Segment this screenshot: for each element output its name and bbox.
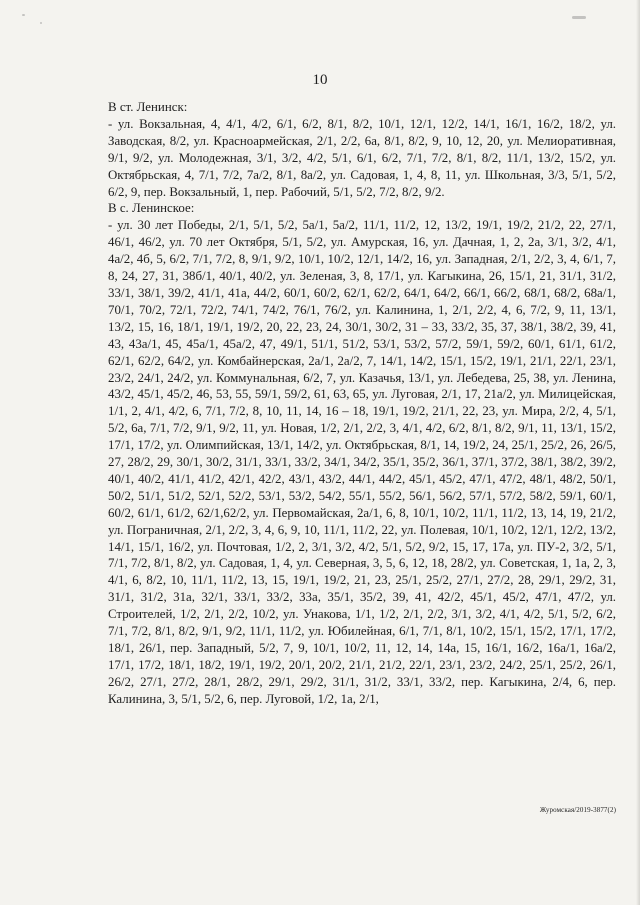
document-reference: Журомская/2019-3877(2): [539, 806, 616, 814]
section-heading-leninsk-station: В ст. Ленинск:: [108, 100, 188, 114]
scan-speck: [22, 14, 25, 16]
scan-speck: [572, 16, 586, 19]
page-number: 10: [312, 72, 328, 88]
section-text-leninsk-station: - ул. Вокзальная, 4, 4/1, 4/2, 6/1, 6/2, 8/1, 8/2, 10/1, 12/1, 12/2, 14/1, 16/1, 16/2, 18/2, ул. Заводская, 8/2, ул. Красноармейская, 2/1, 2/2, 6а, 8/1, 8/2, 9, 10, 12, 20, ул. Мелиоративная, 9/1, 9/2, ул. Молодежная, 3/1, 3/2, 4/2, 5/1, 6/1, 6/2, 7/1, 7/2, 8/1, 8/2, 11/1, 13/2, 15/2, ул. Октябрьская, 4, 7/1, 7/2, 7а/2, 8/1, 8а/2, ул. Садовая, 1, 4, 8, 11, ул. Школьная, 3/3, 5/1, 5/2, 6/2, 9, пер. Вокзальный, 1, пер. Рабочий, 5/1, 5/2, 7/2, 8/2, 9/2.: [108, 116, 616, 199]
page-edge-shadow: [636, 0, 640, 905]
section-text-leninskoe-village: - ул. 30 лет Победы, 2/1, 5/1, 5/2, 5а/1, 5а/2, 11/1, 11/2, 12, 13/2, 19/1, 19/2, 21/2, 22, 27/1, 46/1, 46/2, ул. 70 лет Октября, 5/1, 5/2, ул. Амурская, 16, ул. Дачная, 1, 2, 2а, 3/1, 3/2, 4/1, 4а/2, 4б, 5, 6/2, 7/1, 7/2, 8, 9/1, 9/2, 10/1, 10/2, 12/1, 14/2, 16, ул. Западная, 2/1, 2/2, 3, 4, 6/1, 7, 8, 24, 27, 31, 38б/1, 40/1, 40/2, ул. Зеленая, 3, 8, 17/1, ул. Кагыкина, 26, 15/1, 21, 31/1, 31/2, 33/1, 38/1, 39/2, 41/1, 41а, 44/2, 60/1, 60/2, 62/1, 62/2, 64/1, 64/2, 66/1, 66/2, 68/1, 68/2, 68а/1, 70/1, 70/2, 72/1, 72/2, 74/1, 74/2, 76/1, 76/2, ул. Калинина, 1, 2/1, 2/2, 4, 6, 7/2, 9, 11, 13/1, 13/2, 15, 16, 18/1, 19/1, 19/2, 20, 22, 23, 24, 30/1, 30/2, 31 – 33, 33/2, 35, 37, 38/1, 38/2, 39, 41, 43, 43а/1, 45, 45а/1, 45а/2, 47, 49/1, 51/1, 51/2, 53/1, 53/2, 57/2, 59/1, 59/2, 60/1, 61/1, 61/2, 62/1, 62/2, 64/2, ул. Комбайнерская, 2а/1, 2а/2, 7, 14/1, 14/2, 15/1, 15/2, 19/1, 21/1, 22/1, 23/1, 23/2, 24/1, 24/2, ул. Коммунальная, 6/2, 7, ул. Казачья, 13/1, ул. Лебедева, 25, 38, ул. Ленина, 43/2, 45/1, 45/2, 46, 53, 55, 59/1, 59/2, 61, 63, 65, ул. Луговая, 2/1, 17, 21а/2, ул. Милицейская, 1/1, 2, 4/1, 4/2, 6, 7/1, 7/2, 8, 10, 11, 14, 16 – 18, 19/1, 19/2, 21/1, 22, 23, ул. Мира, 2/2, 4, 5/1, 5/2, 6а, 7/1, 7/2, 9/1, 9/2, 11, ул. Новая, 1/2, 2/1, 2/2, 3, 4/1, 4/2, 6/2, 8/1, 8/2, 9/1, 11, 13/1, 15/2, 17/1, 17/2, ул. Олимпийская, 13/1, 14/2, ул. Октябрьская, 8/1, 14, 19/2, 24, 25/1, 25/2, 26, 26/5, 27, 28/2, 29, 30/1, 30/2, 31/1, 33/1, 33/2, 34/1, 34/2, 35/1, 35/2, 36/1, 37/1, 37/2, 38/1, 38/2, 39/2, 40/1, 40/2, 41/1, 41/2, 42/1, 42/2, 43/1, 43/2, 44/1, 44/2, 45/1, 45/2, 47/1, 47/2, 48/1, 48/2, 50/1, 50/2, 51/1, 51/2, 52/1, 52/2, 53/1, 53/2, 54/2, 55/1, 55/2, 56/1, 56/2, 57/1, 57/2, 58/2, 59/1, 60/1, 60/2, 61/1, 61/2, 62/1,62/2, ул. Первомайская, 2а/1, 6, 8, 10/1, 10/2, 11/1, 11/2, 13, 14, 19, 21/2, ул. Пограничная, 2/1, 2/2, 3, 4, 6, 9, 10, 11/1, 11/2, 22, ул. Полевая, 10/1, 10/2, 12/1, 12/2, 13/2, 14/1, 15/1, 16/2, ул. Почтовая, 1/2, 2, 3/1, 3/2, 4/2, 5/1, 5/2, 9/2, 15, 17, 17а, ул. ПУ-2, 3/2, 5/1, 7/1, 7/2, 8/1, 8/2, ул. Садовая, 1, 4, ул. Северная, 3, 5, 6, 12, 18, 28/2, ул. Советская, 1, 1а, 2, 3, 4/1, 6, 8/2, 10, 11/1, 11/2, 13, 15, 19/1, 19/2, 21, 23, 25/1, 25/2, 27/1, 27/2, 28, 29/1, 29/2, 31, 31/1, 31/2, 31а, 32/1, 33/1, 33/2, 33а, 35/1, 35/2, 39, 41, 42/2, 45/1, 45/2, 47/1, 47/2, ул. Строителей, 1/2, 2/1, 2/2, 10/2, ул. Унакова, 1/1, 1/2, 2/1, 2/2, 3/1, 3/2, 4/1, 4/2, 5/1, 5/2, 6/2, 7/1, 7/2, 8/1, 8/2, 9/1, 9/2, 11/1, 11/2, ул. Юбилейная, 6/1, 7/1, 8/1, 10/2, 15/1, 15/2, 17/1, 17/2, 18/1, 26/1, пер. Западный, 5/2, 7, 9, 10/1, 10/2, 11, 12, 14, 14а, 15, 16/1, 16/2, 16а/1, 16а/2, 17/1, 17/2, 18/1, 18/2, 19/1, 19/2, 20/1, 20/2, 21/1, 21/2, 22/1, 23/1, 23/2, 24/2, 25/1, 25/2, 26/1, 26/2, 27/1, 27/2, 28/1, 28/2, 29/1, 29/2, 31/1, 31/2, 33/1, 33/2, пер. Кагыкина, 2/4, 6, пер. Калинина, 3, 5/1, 5/2, 6, пер. Луговой, 1/2, 1а, 2/1,: [108, 218, 616, 706]
document-body: [108, 99, 616, 708]
scan-speck: [40, 22, 42, 24]
section-heading-leninskoe-village: В с. Ленинское:: [108, 201, 195, 216]
